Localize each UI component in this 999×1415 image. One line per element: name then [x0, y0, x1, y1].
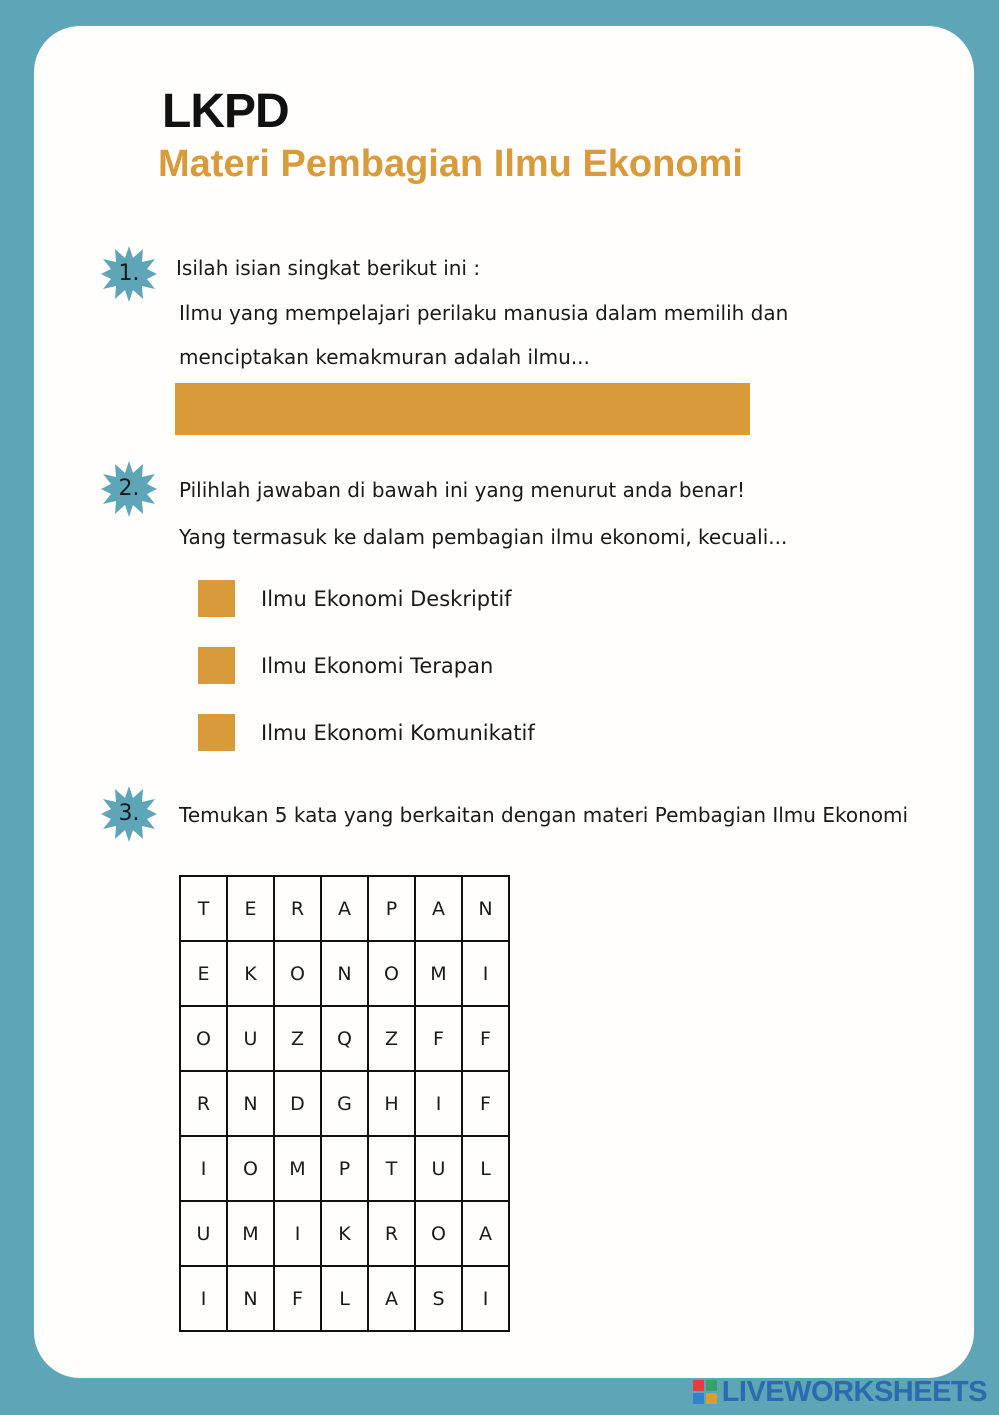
- grid-cell[interactable]: Z: [368, 1006, 415, 1071]
- question-1-instruction: Isilah isian singkat berikut ini :: [176, 256, 481, 280]
- option-2-checkbox[interactable]: [198, 647, 235, 684]
- question-1-line-2: menciptakan kemakmuran adalah ilmu...: [179, 345, 590, 369]
- grid-cell[interactable]: O: [227, 1136, 274, 1201]
- grid-cell[interactable]: A: [368, 1266, 415, 1331]
- grid-cell[interactable]: T: [368, 1136, 415, 1201]
- grid-cell[interactable]: A: [415, 876, 462, 941]
- grid-cell[interactable]: O: [274, 941, 321, 1006]
- footer-brand: [692, 1374, 987, 1410]
- grid-cell[interactable]: I: [462, 941, 509, 1006]
- option-3-checkbox[interactable]: [198, 714, 235, 751]
- grid-cell[interactable]: N: [227, 1071, 274, 1136]
- grid-cell[interactable]: R: [180, 1071, 227, 1136]
- grid-cell[interactable]: O: [368, 941, 415, 1006]
- grid-cell[interactable]: O: [180, 1006, 227, 1071]
- page-title: LKPD: [162, 85, 289, 138]
- question-2-instruction: Pilihlah jawaban di bawah ini yang menurut anda benar!: [179, 478, 746, 502]
- question-3-number: 3.: [118, 801, 140, 826]
- grid-cell[interactable]: P: [321, 1136, 368, 1201]
- question-2-badge: [100, 460, 158, 518]
- footer-brand-text: LIVEWORKSHEETS: [721, 1375, 987, 1408]
- grid-row: [180, 1266, 509, 1331]
- option-2-label: Ilmu Ekonomi Terapan: [261, 654, 494, 678]
- grid-row: [180, 1201, 509, 1266]
- grid-cell[interactable]: N: [227, 1266, 274, 1331]
- grid-row: [180, 1136, 509, 1201]
- grid-cell[interactable]: N: [321, 941, 368, 1006]
- grid-cell[interactable]: F: [274, 1266, 321, 1331]
- grid-cell[interactable]: M: [274, 1136, 321, 1201]
- grid-cell[interactable]: K: [321, 1201, 368, 1266]
- question-1-number: 1.: [118, 261, 140, 286]
- question-2-question: Yang termasuk ke dalam pembagian ilmu ekonomi, kecuali...: [179, 525, 788, 549]
- grid-cell[interactable]: U: [415, 1136, 462, 1201]
- question-1-answer-input[interactable]: [175, 383, 750, 435]
- grid-cell[interactable]: F: [415, 1006, 462, 1071]
- grid-cell[interactable]: N: [462, 876, 509, 941]
- question-1-line-1: Ilmu yang mempelajari perilaku manusia dalam memilih dan: [179, 301, 789, 325]
- grid-cell[interactable]: Q: [321, 1006, 368, 1071]
- option-3-label: Ilmu Ekonomi Komunikatif: [261, 721, 535, 745]
- grid-cell[interactable]: L: [321, 1266, 368, 1331]
- question-2-number: 2.: [118, 476, 140, 501]
- grid-cell[interactable]: G: [321, 1071, 368, 1136]
- grid-cell[interactable]: F: [462, 1071, 509, 1136]
- grid-cell[interactable]: S: [415, 1266, 462, 1331]
- grid-cell[interactable]: M: [415, 941, 462, 1006]
- grid-cell[interactable]: I: [180, 1266, 227, 1331]
- grid-cell[interactable]: U: [227, 1006, 274, 1071]
- grid-cell[interactable]: E: [180, 941, 227, 1006]
- grid-cell[interactable]: Z: [274, 1006, 321, 1071]
- grid-cell[interactable]: M: [227, 1201, 274, 1266]
- grid-row: [180, 876, 509, 941]
- page-subtitle: Materi Pembagian Ilmu Ekonomi: [158, 143, 743, 185]
- word-search-grid: [179, 875, 510, 1332]
- grid-cell[interactable]: A: [462, 1201, 509, 1266]
- grid-cell[interactable]: D: [274, 1071, 321, 1136]
- grid-cell[interactable]: F: [462, 1006, 509, 1071]
- grid-cell[interactable]: T: [180, 876, 227, 941]
- option-1-checkbox[interactable]: [198, 580, 235, 617]
- grid-cell[interactable]: R: [368, 1201, 415, 1266]
- grid-cell[interactable]: E: [227, 876, 274, 941]
- grid-cell[interactable]: H: [368, 1071, 415, 1136]
- grid-cell[interactable]: K: [227, 941, 274, 1006]
- grid-cell[interactable]: R: [274, 876, 321, 941]
- question-3-badge: [100, 785, 158, 843]
- grid-cell[interactable]: U: [180, 1201, 227, 1266]
- grid-cell[interactable]: O: [415, 1201, 462, 1266]
- question-3-instruction: Temukan 5 kata yang berkaitan dengan materi Pembagian Ilmu Ekonomi: [179, 803, 909, 827]
- option-1-label: Ilmu Ekonomi Deskriptif: [261, 587, 512, 611]
- grid-row: [180, 941, 509, 1006]
- grid-row: [180, 1006, 509, 1071]
- question-1-badge: [100, 245, 158, 303]
- grid-cell[interactable]: P: [368, 876, 415, 941]
- grid-cell[interactable]: I: [180, 1136, 227, 1201]
- grid-row: [180, 1071, 509, 1136]
- grid-cell[interactable]: I: [462, 1266, 509, 1331]
- grid-cell[interactable]: A: [321, 876, 368, 941]
- liveworksheets-logo-icon: [692, 1379, 718, 1405]
- grid-cell[interactable]: I: [415, 1071, 462, 1136]
- grid-cell[interactable]: L: [462, 1136, 509, 1201]
- grid-cell[interactable]: I: [274, 1201, 321, 1266]
